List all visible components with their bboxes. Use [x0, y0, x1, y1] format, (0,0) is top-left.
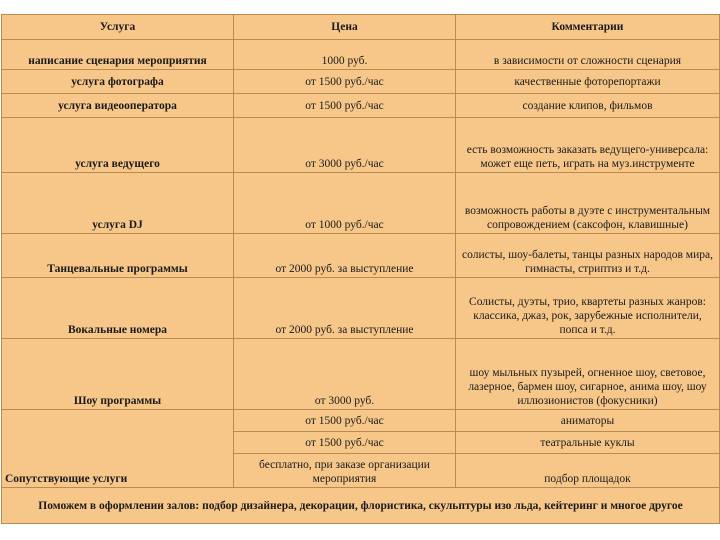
table-row [2, 410, 720, 432]
comment-cell: подбор площадок [456, 454, 720, 488]
price-cell: от 3000 руб. [234, 339, 456, 410]
price-cell: от 2000 руб. за выступление [234, 234, 456, 278]
service-cell: услуга видеооператора [2, 94, 234, 118]
footer-row [2, 488, 720, 524]
table-row [2, 70, 720, 94]
header-service: Услуга [2, 15, 234, 40]
service-cell: написание сценария мероприятия [2, 40, 234, 70]
comment-cell: Солисты, дуэты, трио, квартеты разных жанров: классика, джаз, рок, зарубежные исполнители, попса и т.д. [456, 278, 720, 339]
table-row [2, 94, 720, 118]
price-cell: от 1000 руб./час [234, 173, 456, 234]
service-cell: Вокальные номера [2, 278, 234, 339]
price-table [1, 14, 720, 524]
comment-cell: аниматоры [456, 410, 720, 432]
service-cell: услуга ведущего [2, 118, 234, 173]
comment-cell: театральные куклы [456, 432, 720, 454]
price-cell: от 1500 руб./час [234, 432, 456, 454]
comment-cell: в зависимости от сложности сценария [456, 40, 720, 70]
service-cell: услуга DJ [2, 173, 234, 234]
header-comment: Комментарии [456, 15, 720, 40]
header-price: Цена [234, 15, 456, 40]
price-cell: от 2000 руб. за выступление [234, 278, 456, 339]
comment-cell: есть возможность заказать ведущего-универсала: может еще петь, играть на муз.инструменте [456, 118, 720, 173]
price-cell: от 3000 руб./час [234, 118, 456, 173]
service-cell: услуга фотографа [2, 70, 234, 94]
price-cell: бесплатно, при заказе организации мероприятия [234, 454, 456, 488]
price-cell: от 1500 руб./час [234, 410, 456, 432]
price-cell: 1000 руб. [234, 40, 456, 70]
table-row [2, 40, 720, 70]
table-row [2, 118, 720, 173]
comment-cell: солисты, шоу-балеты, танцы разных народов мира, гимнасты, стриптиз и т.д. [456, 234, 720, 278]
table-row [2, 278, 720, 339]
comment-cell: шоу мыльных пузырей, огненное шоу, световое, лазерное, бармен шоу, сигарное, анима шоу, шоу иллюзионистов (фокусники) [456, 339, 720, 410]
service-cell: Танцевальные программы [2, 234, 234, 278]
footer-note: Поможем в оформлении залов: подбор дизайнера, декорации, флористика, скульптуры изо льда, кейтеринг и многое другое [2, 488, 720, 524]
comment-cell: создание клипов, фильмов [456, 94, 720, 118]
comment-cell: качественные фоторепортажи [456, 70, 720, 94]
extra-service-cell: Сопутствующие услуги [2, 410, 234, 488]
service-cell: Шоу программы [2, 339, 234, 410]
price-cell: от 1500 руб./час [234, 70, 456, 94]
comment-cell: возможность работы в дуэте с инструментальным сопровождением (саксофон, клавишные) [456, 173, 720, 234]
table-header-row [2, 15, 720, 40]
price-cell: от 1500 руб./час [234, 94, 456, 118]
table-row [2, 173, 720, 234]
table-row [2, 234, 720, 278]
table-row [2, 339, 720, 410]
